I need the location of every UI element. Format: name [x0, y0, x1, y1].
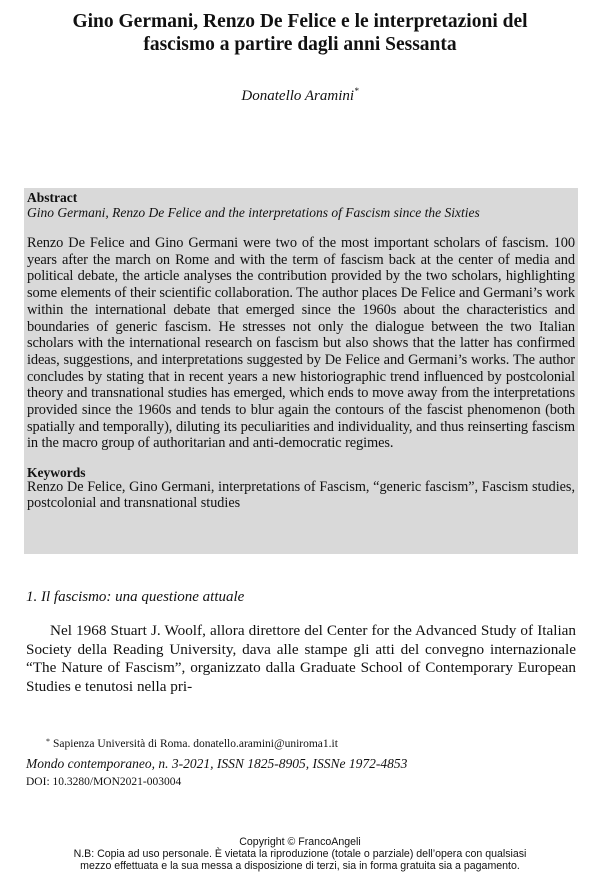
- author-line: [0, 82, 600, 105]
- keywords-list: Renzo De Felice, Gino Germani, interpretations of Fascism, “generic fascism”, Fascism studies, postcolonial and transnational studies: [27, 479, 575, 511]
- abstract-subtitle: Gino Germani, Renzo De Felice and the interpretations of Fascism since the Sixties: [27, 205, 480, 220]
- abstract-heading: Abstract: [27, 190, 78, 205]
- author-footnote-mark: *: [354, 86, 359, 96]
- usage-notice-line-1: N.B: Copia ad uso personale. È vietata la riproduzione (totale o parziale) dell’opera con qualsiasi: [73, 848, 527, 860]
- section-heading: 1. Il fascismo: una questione attuale: [26, 589, 245, 605]
- journal-citation: Mondo contemporaneo, n. 3-2021, ISSN 1825-8905, ISSNe 1972-4853: [26, 756, 408, 771]
- title-line-2: fascismo a partire dagli anni Sessanta: [143, 34, 457, 55]
- abstract-box: [24, 188, 578, 554]
- footnote-mark: *: [46, 737, 50, 746]
- title-line-1: Gino Germani, Renzo De Felice e le interpretazioni del: [72, 11, 528, 32]
- copyright-notice: [0, 836, 600, 872]
- footnote: [46, 735, 338, 751]
- keywords-heading: Keywords: [27, 465, 86, 481]
- usage-notice-line-2: mezzo effettuata e la sua messa a disposizione di terzi, sia in forma gratuita sia a pagamento.: [80, 860, 520, 872]
- author-name: Donatello Aramini: [241, 88, 355, 104]
- copyright-line: Copyright © FrancoAngeli: [239, 836, 361, 848]
- doi: DOI: 10.3280/MON2021-003004: [26, 776, 182, 788]
- footnote-text: Sapienza Università di Roma. donatello.aramini@uniroma1.it: [53, 738, 338, 750]
- abstract-body: Renzo De Felice and Gino Germani were two of the most important scholars of fascism. 100 years after the march on Rome and with the term of fascism back at the center of media and political debate, the article analyses the contribution provided by the two scholars, highlighting some elements of their scientific collaboration. The author places De Felice and Germani’s work within the international debate that emerged since the 1960s about the characteristics and boundaries of generic fascism. He stresses not only the dialogue between the two Italian scholars with the international research on fascism but also shows that the latter has confirmed ideas, suggestions, and interpretations suggested by De Felice and Germani’s works. The author concludes by stating that in recent years a new historiographic trend influenced by postcolonial theory and transnational studies has emerged, which ends to move away from the interpretations provided since the 1960s and tends to blur again the contours of the fascist phenomenon (both spatially and temporally), diluting its peculiarities and individuality, and thus reinserting fascism in the macro group of authoritarian and anti-democratic regimes.: [27, 235, 575, 452]
- article-title: [20, 10, 580, 56]
- body-paragraph: Nel 1968 Stuart J. Woolf, allora direttore del Center for the Advanced Study of Italian Society della Reading University, dava alle stampe gli atti del convegno internazionale “The Nature of Fascism”, organizzato dalla Graduate School of Contemporary European Studies e tenutosi nella pri-: [26, 622, 576, 695]
